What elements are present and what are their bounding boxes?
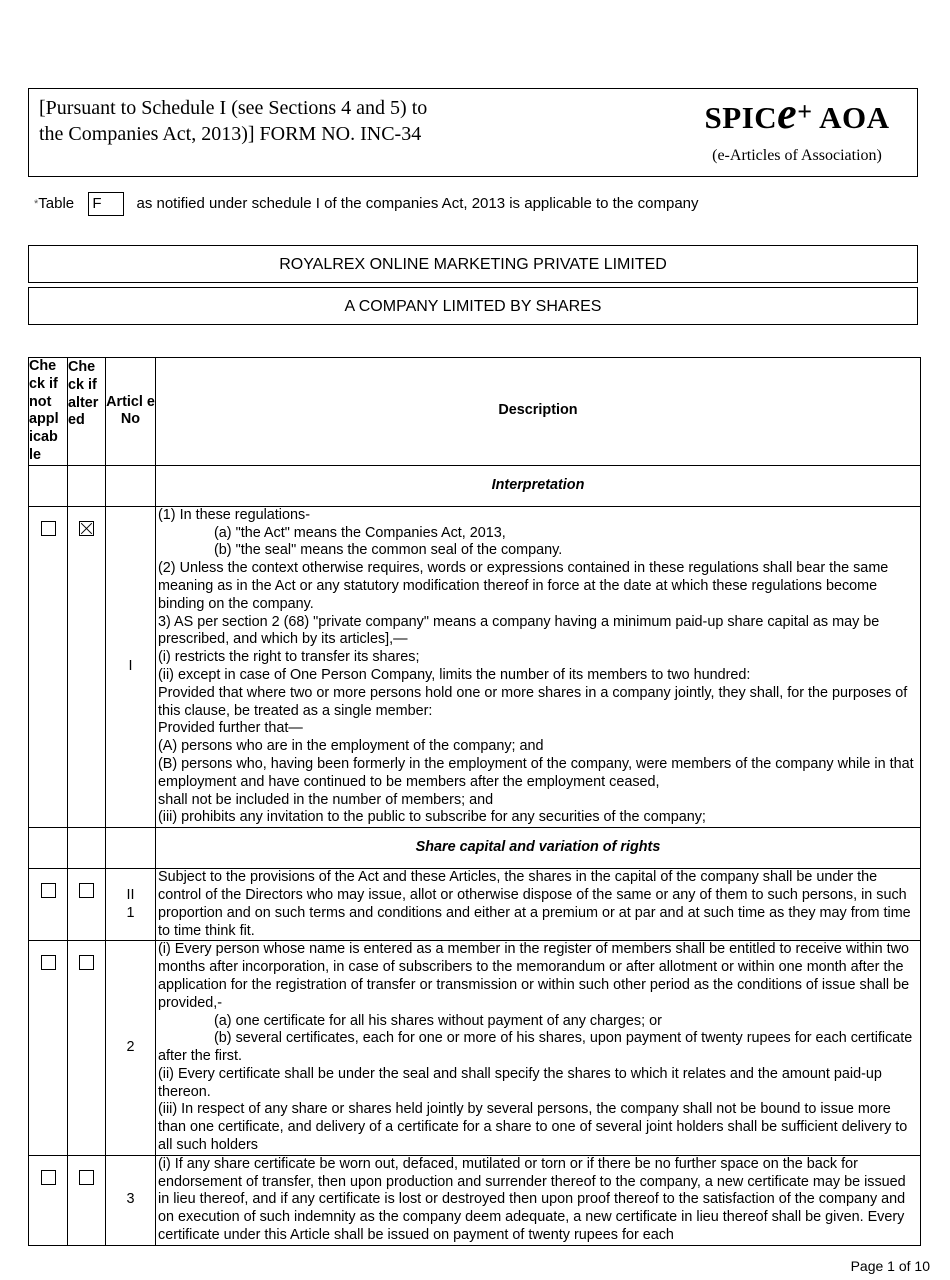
table-header-row <box>29 358 921 466</box>
article-description: (1) In these regulations- (a) "the Act" means the Companies Act, 2013, (b) "the seal" means the common seal of the company. (2) Unless the context otherwise requires, words or expressions contained in these regulations shall bear the same meaning as in the Act or any statutory modification thereof in force at the date at which these regulations become binding on the company. 3) AS per section 2 (68) "private company" means a company having a minimum paid-up share capital as may be prescribed, and which by its articles],— (i) restricts the right to transfer its shares; (ii) except in case of One Person Company, limits the number of its members to two hundred: Provided that where two or more persons hold one or more shares in a company jointly, they shall, for the purposes of this clause, be treated as a single member: Provided further that— (A) persons who are in the employment of the company; and (B) persons who, having been formerly in the employment of the company, were members of the company while in that employment and have continued to be members after the employment ceased, shall not be included in the number of members; and (iii) prohibits any invitation to the public to subscribe for any securities of the company; <box>156 506 921 827</box>
form-reference <box>39 95 499 147</box>
table-row <box>29 941 921 1156</box>
article-number: 2 <box>106 941 156 1156</box>
table-applicable-line <box>34 190 699 218</box>
logo-aoa: AOA <box>819 100 890 135</box>
article-number: 3 <box>106 1155 156 1245</box>
articles-table <box>28 357 921 1246</box>
altered-checkbox[interactable] <box>79 521 94 536</box>
section-share-capital: Share capital and variation of rights <box>156 828 921 869</box>
col-description: Description <box>156 358 921 466</box>
table-row <box>29 1155 921 1245</box>
not-applicable-checkbox[interactable] <box>41 955 56 970</box>
article-description: Subject to the provisions of the Act and these Articles, the shares in the capital of the company shall be under the control of the Directors who may issue, allot or otherwise dispose of the same or any of them to such persons, in such proportion and on such terms and conditions and either at a premium or at par and at such time as they may from time to time think fit. <box>156 869 921 941</box>
page-number: Page 1 of 10 <box>850 1258 930 1274</box>
form-reference-line2: the Companies Act, 2013)] FORM NO. INC-34 <box>39 123 422 145</box>
company-name-field: ROYALREX ONLINE MARKETING PRIVATE LIMITED <box>28 245 918 283</box>
article-description: (i) Every person whose name is entered as a member in the register of members shall be entitled to receive within two months after incorporation, in case of subscribers to the memorandum or after allotment or within one month after the application for the registration of transfer or transmission or within such other period as the conditions of issue shall be provided,- (a) one certificate for all his shares without payment of any charges; or (b) several certificates, each for one or more of his shares, upon payment of twenty rupees for each certificate after the first. (ii) Every certificate shall be under the seal and shall specify the shares to which it relates and the amount paid-up thereon. (iii) In respect of any share or shares held jointly by several persons, the company shall not be bound to issue more than one certificate, and delivery of a certificate for a share to one of several joint holders shall be sufficient delivery to all such holders <box>156 941 921 1156</box>
col-altered: Che ck if alter ed <box>68 358 106 466</box>
form-header <box>28 88 918 177</box>
not-applicable-checkbox[interactable] <box>41 883 56 898</box>
col-article-no: Articl e No <box>106 358 156 466</box>
section-interpretation: Interpretation <box>156 465 921 506</box>
required-marker: * <box>34 198 39 210</box>
section-row <box>29 828 921 869</box>
altered-checkbox[interactable] <box>79 883 94 898</box>
article-description: (i) If any share certificate be worn out, defaced, mutilated or torn or if there be no further space on the back for endorsement of transfer, then upon production and surrender thereof to the company, a new certificate may be issued in lieu thereof, and if any certificate is lost or destroyed then upon proof thereof to the satisfaction of the company and on execution of such indemnity as the company deem adequate, a new certificate in lieu thereof shall be given. Every certificate under this Article shall be issued on payment of twenty rupees for each <box>156 1155 921 1245</box>
form-subtitle: (e-Articles of Association) <box>712 147 882 164</box>
spice-logo <box>687 89 907 138</box>
table-row <box>29 506 921 827</box>
company-type-field: A COMPANY LIMITED BY SHARES <box>28 287 918 325</box>
not-applicable-checkbox[interactable] <box>41 521 56 536</box>
altered-checkbox[interactable] <box>79 1170 94 1185</box>
logo-plus: + <box>797 97 813 126</box>
form-reference-line1: [Pursuant to Schedule I (see Sections 4 and 5) to <box>39 97 428 119</box>
altered-checkbox[interactable] <box>79 955 94 970</box>
table-label: Table <box>38 195 75 212</box>
col-not-applicable: Che ck if not appl icab le <box>29 358 68 466</box>
table-applicable-text: as notified under schedule I of the companies Act, 2013 is applicable to the company <box>136 195 699 212</box>
article-number: I <box>106 506 156 827</box>
section-row <box>29 465 921 506</box>
not-applicable-checkbox[interactable] <box>41 1170 56 1185</box>
spice-aoa-brand <box>687 89 907 165</box>
logo-e: e <box>777 89 798 138</box>
article-number: II 1 <box>106 869 156 941</box>
table-input[interactable]: F <box>88 192 124 216</box>
table-row <box>29 869 921 941</box>
logo-spic: SPIC <box>704 100 778 135</box>
